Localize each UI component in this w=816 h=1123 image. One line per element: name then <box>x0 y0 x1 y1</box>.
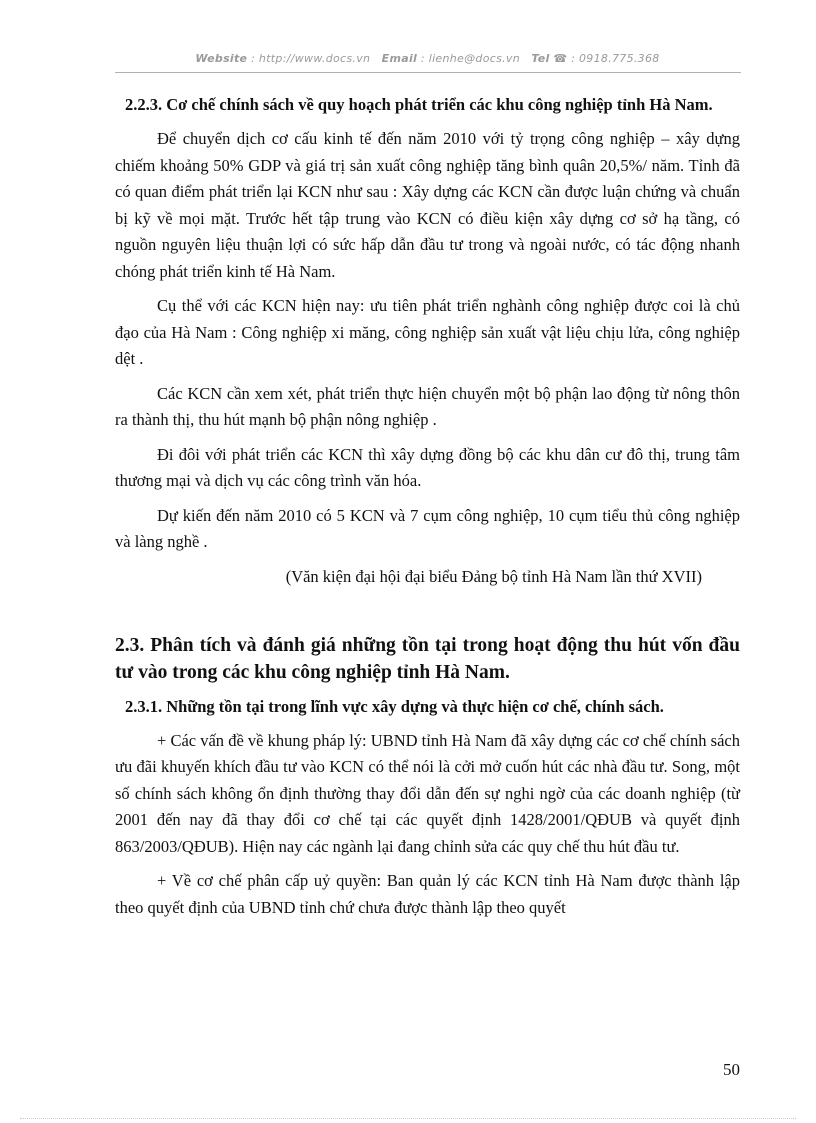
page-body <box>115 92 740 929</box>
paragraph: + Các vấn đề về khung pháp lý: UBND tỉnh Hà Nam đã xây dựng các cơ chế chính sách ưu đãi khuyến khích đầu tư vào KCN có thể nói là cởi mở cuốn hút các nhà đầu tư. Song, một số chính sách không ổn định thường thay đổi dẫn đến sự nghi ngờ của các doanh nghiệp (từ 2001 đến nay đã thay đổi cơ chế tại các quyết định 1428/2001/QĐUB và quyết định 863/2003/QĐUB). Hiện nay các ngành lại đang chỉnh sửa các quy chế thu hút đầu tư. <box>115 730 740 856</box>
tel-value: ☎ : 0918.775.368 <box>553 52 660 65</box>
section-2-3-heading: 2.3. Phân tích và đánh giá những tồn tại trong hoạt động thu hút vốn đầu tư vào trong các khu công nghiệp tỉnh Hà Nam. <box>115 634 740 683</box>
paragraph: Các KCN cần xem xét, phát triển thực hiện chuyển một bộ phận lao động từ nông thôn ra thành thị, thu hút mạnh bộ phận nông nghiệp . <box>115 383 740 429</box>
citation: (Văn kiện đại hội đại biểu Đảng bộ tỉnh Hà Nam lần thứ XVII) <box>285 566 702 586</box>
paragraph: Cụ thể với các KCN hiện nay: ưu tiên phát triển nghành công nghiệp được coi là chủ đạo của Hà Nam : Công nghiệp xi măng, công nghiệp sản xuất vật liệu chịu lửa, công nghiệp dệt . <box>115 296 740 368</box>
paragraph: Đi đôi với phát triển các KCN thì xây dựng đồng bộ các khu dân cư đô thị, trung tâm thương mại và dịch vụ các công trình văn hóa. <box>115 444 740 490</box>
page-number: 50 <box>723 1060 740 1079</box>
section-2-2-3-heading: 2.2.3. Cơ chế chính sách về quy hoạch phát triển các khu công nghiệp tỉnh Hà Nam. <box>125 95 713 114</box>
email-value: : lienhe@docs.vn <box>420 52 520 65</box>
paragraph: Dự kiến đến năm 2010 có 5 KCN và 7 cụm công nghiệp, 10 cụm tiểu thủ công nghiệp và làng nghề . <box>115 505 740 551</box>
email-label: Email <box>381 52 418 65</box>
section-2-3-1-heading: 2.3.1. Những tồn tại trong lĩnh vực xây dựng và thực hiện cơ chế, chính sách. <box>125 696 664 716</box>
website-label: Website <box>195 52 248 65</box>
header-divider <box>115 72 741 73</box>
page-header <box>115 52 740 65</box>
website-value: : http://www.docs.vn <box>251 52 371 65</box>
paragraph: Để chuyển dịch cơ cấu kinh tế đến năm 2010 với tỷ trọng công nghiệp – xây dựng chiếm khoảng 50% GDP và giá trị sản xuất công nghiệp tăng bình quân 20,5%/ năm. Tỉnh đã có quan điểm phát triển lại KCN như sau : Xây dựng các KCN cần được luận chứng và chuẩn bị kỹ về mọi mặt. Trước hết tập trung vào KCN có điều kiện xây dựng cơ sở hạ tầng, có nguồn nguyên liệu thuận lợi có sức hấp dẫn đầu tư trong và ngoài nước, có tác động nhanh chóng phát triển kinh tế Hà Nam. <box>115 129 740 281</box>
tel-label: Tel <box>531 52 550 65</box>
page-bottom-border <box>20 1118 796 1119</box>
paragraph: + Về cơ chế phân cấp uỷ quyền: Ban quản lý các KCN tỉnh Hà Nam được thành lập theo quyết định của UBND tỉnh chứ chưa được thành lập theo quyết <box>115 871 740 917</box>
